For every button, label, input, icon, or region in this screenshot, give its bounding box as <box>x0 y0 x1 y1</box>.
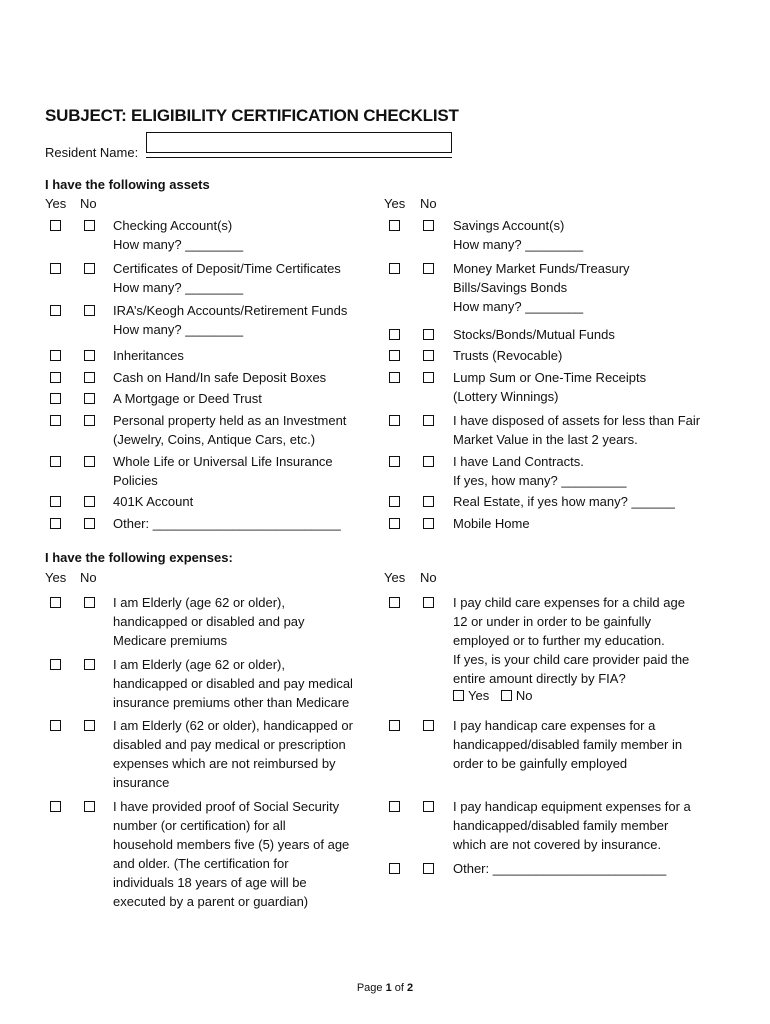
yes-checkbox[interactable] <box>50 220 61 231</box>
checklist-item-label <box>113 593 305 650</box>
checklist-item-line: Other: __________________________ <box>113 516 341 531</box>
checklist-item-line: handicapped or disabled and pay <box>113 614 305 629</box>
no-checkbox[interactable] <box>423 496 434 507</box>
expenses-no-header-right: No <box>420 570 437 585</box>
footer-page-total: 2 <box>407 982 414 994</box>
yes-checkbox[interactable] <box>50 720 61 731</box>
footer-of: of <box>391 982 408 994</box>
checklist-item-line: A Mortgage or Deed Trust <box>113 391 262 406</box>
checklist-item-line: Personal property held as an Investment <box>113 413 347 428</box>
checklist-item-line: If yes, is your child care provider paid the <box>453 652 690 667</box>
yes-checkbox[interactable] <box>389 372 400 383</box>
yes-checkbox[interactable] <box>50 305 61 316</box>
no-checkbox[interactable] <box>84 496 95 507</box>
fia-no-checkbox[interactable] <box>501 690 512 701</box>
yes-checkbox[interactable] <box>389 496 400 507</box>
yes-checkbox[interactable] <box>50 496 61 507</box>
no-checkbox[interactable] <box>423 720 434 731</box>
yes-checkbox[interactable] <box>50 415 61 426</box>
checklist-item-line: executed by a parent or guardian) <box>113 894 309 909</box>
checklist-item-label <box>113 216 243 254</box>
checklist-item-line: I pay handicap care expenses for a <box>453 718 656 733</box>
checklist-item-line: entire amount directly by FIA? <box>453 671 626 686</box>
yes-checkbox[interactable] <box>389 263 400 274</box>
checklist-item-label <box>113 259 341 297</box>
checklist-item-label <box>113 389 262 408</box>
checklist-item-label <box>113 301 347 339</box>
yes-checkbox[interactable] <box>389 456 400 467</box>
footer-page-number: 1 <box>385 982 392 994</box>
yes-checkbox[interactable] <box>389 863 400 874</box>
checklist-item-label <box>113 368 326 387</box>
no-checkbox[interactable] <box>423 456 434 467</box>
assets-yes-header-right: Yes <box>384 196 406 211</box>
no-checkbox[interactable] <box>423 329 434 340</box>
no-checkbox[interactable] <box>423 372 434 383</box>
no-checkbox[interactable] <box>423 801 434 812</box>
resident-name-label: Resident Name: <box>45 145 139 160</box>
checklist-item-line: 12 or under in order to be gainfully <box>453 614 652 629</box>
checklist-item-line: 401K Account <box>113 494 194 509</box>
yes-checkbox[interactable] <box>50 518 61 529</box>
yes-checkbox[interactable] <box>50 659 61 670</box>
checklist-item-line: Medicare premiums <box>113 633 228 648</box>
checklist-item-label <box>453 593 689 688</box>
fia-yes-label: Yes <box>468 688 490 703</box>
checklist-item-label <box>453 859 666 878</box>
checklist-item-line: (Jewelry, Coins, Antique Cars, etc.) <box>113 432 316 447</box>
no-checkbox[interactable] <box>84 415 95 426</box>
checklist-item-line: insurance <box>113 775 170 790</box>
checklist-item-line: Savings Account(s) <box>453 218 565 233</box>
expenses-yes-header-left: Yes <box>45 570 67 585</box>
no-checkbox[interactable] <box>84 597 95 608</box>
checklist-item-line: which are not covered by insurance. <box>453 837 662 852</box>
checklist-item-line: I am Elderly (62 or older), handicapped or <box>113 718 353 733</box>
checklist-item-line: Market Value in the last 2 years. <box>453 432 638 447</box>
yes-checkbox[interactable] <box>389 597 400 608</box>
checklist-item-line: Other: ________________________ <box>453 861 667 876</box>
checklist-item-line: number (or certification) for all <box>113 818 286 833</box>
footer-prefix: Page <box>356 982 386 994</box>
checklist-item-label <box>113 797 349 911</box>
yes-checkbox[interactable] <box>50 393 61 404</box>
checklist-item-label <box>113 346 184 365</box>
checklist-item-line: How many? ________ <box>453 299 584 314</box>
checklist-item-label <box>113 492 193 511</box>
checklist-item-line: I have Land Contracts. <box>453 454 584 469</box>
checklist-item-line: handicapped/disabled family member in <box>453 737 683 752</box>
checklist-item-line: Lump Sum or One-Time Receipts <box>453 370 647 385</box>
checklist-item-line: insurance premiums other than Medicare <box>113 695 350 710</box>
yes-checkbox[interactable] <box>50 350 61 361</box>
checklist-item-label <box>113 716 353 792</box>
checklist-item-line: handicapped or disabled and pay medical <box>113 676 353 691</box>
checklist-item-line: Real Estate, if yes how many? ______ <box>453 494 675 509</box>
checklist-item-line: expenses which are not reimbursed by <box>113 756 336 771</box>
no-checkbox[interactable] <box>84 372 95 383</box>
checklist-item-line: How many? ________ <box>113 322 244 337</box>
checklist-item-label <box>453 514 530 533</box>
checklist-item-line: Mobile Home <box>453 516 530 531</box>
checklist-item-line: How many? ________ <box>113 237 244 252</box>
checklist-item-line: I pay handicap equipment expenses for a <box>453 799 691 814</box>
checklist-item-line: I pay child care expenses for a child age <box>453 595 685 610</box>
checklist-item-line: Whole Life or Universal Life Insurance <box>113 454 333 469</box>
checklist-item-line: order to be gainfully employed <box>453 756 628 771</box>
no-checkbox[interactable] <box>84 518 95 529</box>
no-checkbox[interactable] <box>423 220 434 231</box>
no-checkbox[interactable] <box>423 863 434 874</box>
checklist-item-label <box>453 452 626 490</box>
no-checkbox[interactable] <box>423 263 434 274</box>
checklist-item-label <box>453 325 615 344</box>
no-checkbox[interactable] <box>423 518 434 529</box>
assets-heading: I have the following assets <box>45 177 210 192</box>
checklist-item-line: Policies <box>113 473 158 488</box>
checklist-item-line: Cash on Hand/In safe Deposit Boxes <box>113 370 327 385</box>
checklist-item-line: I have disposed of assets for less than Fair <box>453 413 701 428</box>
no-checkbox[interactable] <box>84 456 95 467</box>
no-checkbox[interactable] <box>84 393 95 404</box>
checklist-item-line: Certificates of Deposit/Time Certificates <box>113 261 341 276</box>
checklist-item-label <box>453 492 675 511</box>
checklist-item-line: and older. (The certification for <box>113 856 289 871</box>
checklist-item-line: Inheritances <box>113 348 184 363</box>
checklist-item-label <box>113 452 333 490</box>
no-checkbox[interactable] <box>84 350 95 361</box>
no-checkbox[interactable] <box>84 659 95 670</box>
yes-checkbox[interactable] <box>50 597 61 608</box>
no-checkbox[interactable] <box>423 415 434 426</box>
no-checkbox[interactable] <box>84 801 95 812</box>
fia-yes-checkbox[interactable] <box>453 690 464 701</box>
checklist-item-line: Stocks/Bonds/Mutual Funds <box>453 327 615 342</box>
no-checkbox[interactable] <box>423 350 434 361</box>
expenses-no-header-left: No <box>80 570 97 585</box>
yes-checkbox[interactable] <box>389 518 400 529</box>
checklist-item-line: handicapped/disabled family member <box>453 818 669 833</box>
checklist-item-label <box>113 411 346 449</box>
checklist-item-label <box>453 216 583 254</box>
yes-checkbox[interactable] <box>50 372 61 383</box>
checklist-item-line: Checking Account(s) <box>113 218 233 233</box>
checklist-item-label <box>113 514 341 533</box>
yes-checkbox[interactable] <box>50 263 61 274</box>
checklist-item-line: How many? ________ <box>453 237 584 252</box>
checklist-item-line: If yes, how many? _________ <box>453 473 627 488</box>
yes-checkbox[interactable] <box>389 415 400 426</box>
checklist-item-label <box>113 655 353 712</box>
page-title: SUBJECT: ELIGIBILITY CERTIFICATION CHECKLIST <box>45 106 459 125</box>
checklist-item-label <box>453 716 682 773</box>
assets-yes-header-left: Yes <box>45 196 67 211</box>
yes-checkbox[interactable] <box>389 220 400 231</box>
yes-checkbox[interactable] <box>50 801 61 812</box>
fia-answer-group <box>453 688 532 703</box>
checklist-item-line: Trusts (Revocable) <box>453 348 563 363</box>
checklist-item-line: IRA’s/Keogh Accounts/Retirement Funds <box>113 303 348 318</box>
expenses-heading: I have the following expenses: <box>45 550 233 565</box>
yes-checkbox[interactable] <box>389 720 400 731</box>
checklist-item-label <box>453 797 691 854</box>
checklist-item-line: I am Elderly (age 62 or older), <box>113 595 285 610</box>
fia-no-label: No <box>515 688 533 703</box>
page-footer <box>0 982 770 994</box>
checklist-item-line: household members five (5) years of age <box>113 837 350 852</box>
checklist-item-line: Money Market Funds/Treasury <box>453 261 630 276</box>
no-checkbox[interactable] <box>423 597 434 608</box>
checklist-item-label <box>453 259 630 316</box>
checklist-item-line: How many? ________ <box>113 280 244 295</box>
resident-name-field[interactable] <box>146 132 452 153</box>
checklist-item-line: Bills/Savings Bonds <box>453 280 568 295</box>
checklist-item-label <box>453 411 700 449</box>
no-checkbox[interactable] <box>84 220 95 231</box>
checklist-item-line: I am Elderly (age 62 or older), <box>113 657 285 672</box>
yes-checkbox[interactable] <box>389 801 400 812</box>
checklist-item-line: individuals 18 years of age will be <box>113 875 307 890</box>
assets-no-header-right: No <box>420 196 437 211</box>
yes-checkbox[interactable] <box>389 350 400 361</box>
no-checkbox[interactable] <box>84 305 95 316</box>
no-checkbox[interactable] <box>84 720 95 731</box>
checklist-item-label <box>453 346 562 365</box>
resident-name-underline <box>146 157 452 158</box>
checklist-item-label <box>453 368 646 406</box>
yes-checkbox[interactable] <box>50 456 61 467</box>
checklist-item-line: (Lottery Winnings) <box>453 389 559 404</box>
no-checkbox[interactable] <box>84 263 95 274</box>
checklist-item-line: disabled and pay medical or prescription <box>113 737 346 752</box>
expenses-yes-header-right: Yes <box>384 570 406 585</box>
assets-no-header-left: No <box>80 196 97 211</box>
yes-checkbox[interactable] <box>389 329 400 340</box>
checklist-item-line: I have provided proof of Social Security <box>113 799 340 814</box>
checklist-item-line: employed or to further my education. <box>453 633 665 648</box>
